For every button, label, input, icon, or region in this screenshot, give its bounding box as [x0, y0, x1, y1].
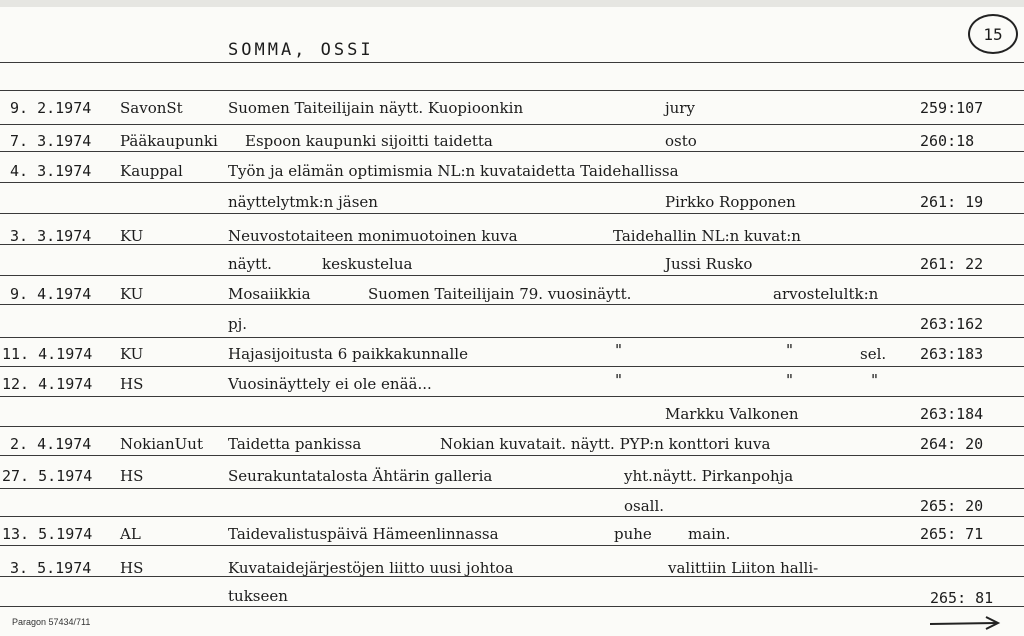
- entry-continuation: näytt.: [228, 255, 272, 273]
- entry-note: yht.näytt. Pirkanpohja: [624, 467, 794, 485]
- entry-source: AL: [120, 525, 141, 543]
- entry-author: Markku Valkonen: [665, 405, 799, 423]
- entry-description: Suomen Taiteilijain näytt. Kuopioonkin: [228, 99, 524, 117]
- ditto-mark: ": [785, 371, 795, 389]
- entry-note: Pirkko Ropponen: [665, 193, 796, 211]
- entry-date: 3. 5.1974: [10, 559, 92, 577]
- entry-reference: 261: 22: [920, 255, 984, 273]
- rule-line: [0, 182, 1024, 183]
- entry-source: NokianUut: [120, 435, 203, 453]
- entry-source: Kauppal: [120, 162, 183, 180]
- entry-date: 2. 4.1974: [10, 435, 92, 453]
- entry-reference: 263:184: [920, 405, 984, 423]
- entry-description: Neuvostotaiteen monimuotoinen kuva: [228, 227, 518, 245]
- entry-source: KU: [120, 285, 144, 303]
- entry-description-2: puhe: [614, 525, 652, 543]
- entry-continuation: osall.: [624, 497, 665, 515]
- entry-date: 13. 5.1974: [2, 525, 93, 543]
- rule-line: [0, 213, 1024, 214]
- entry-description: Seurakuntatalosta Ähtärin galleria: [228, 467, 493, 485]
- entry-continuation-2: keskustelua: [322, 255, 413, 273]
- entry-description: Mosaiikkia: [228, 285, 311, 303]
- entry-date: 11. 4.1974: [2, 345, 93, 363]
- entry-reference: 259:107: [920, 99, 984, 117]
- top-edge: [0, 0, 1024, 7]
- entry-source: HS: [120, 467, 144, 485]
- page-number: 15: [983, 24, 1003, 44]
- rule-line: [0, 366, 1024, 367]
- rule-line: [0, 337, 1024, 338]
- footer-print-code: Paragon 57434/711: [12, 617, 91, 627]
- rule-line: [0, 606, 1024, 607]
- rule-line: [0, 275, 1024, 276]
- entry-reference: 260:18: [920, 132, 975, 150]
- entry-reference: 265: 81: [930, 589, 994, 607]
- entry-date: 9. 2.1974: [10, 99, 92, 117]
- arrow-right-icon: [928, 614, 1004, 632]
- entry-reference: 264: 20: [920, 435, 984, 453]
- ditto-mark: ": [614, 341, 624, 359]
- entry-description: Taidetta pankissa: [228, 435, 362, 453]
- rule-line: [0, 516, 1024, 517]
- entry-source: HS: [120, 375, 144, 393]
- entry-note: valittiin Liiton halli-: [668, 559, 819, 577]
- rule-line: [0, 455, 1024, 456]
- page-number-circle: [968, 14, 1018, 54]
- entry-continuation: näyttelytmk:n jäsen: [228, 193, 378, 211]
- entry-date: 7. 3.1974: [10, 132, 92, 150]
- entry-description: Kuvataidejärjestöjen liitto uusi johtoa: [228, 559, 514, 577]
- rule-line: [0, 151, 1024, 152]
- ditto-mark: ": [614, 371, 624, 389]
- entry-source: SavonSt: [120, 99, 183, 117]
- entry-note: osto: [665, 132, 697, 150]
- entry-date: 27. 5.1974: [2, 467, 93, 485]
- rule-line: [0, 426, 1024, 427]
- entry-source: KU: [120, 227, 144, 245]
- entry-description: Työn ja elämän optimismia NL:n kuvataidetta Taidehallissa: [228, 162, 679, 180]
- rule-line: [0, 488, 1024, 489]
- entry-note: Taidehallin NL:n kuvat:n: [613, 227, 801, 245]
- entry-note: main.: [688, 525, 731, 543]
- entry-date: 9. 4.1974: [10, 285, 92, 303]
- entry-description-2: Suomen Taiteilijain 79. vuosinäytt.: [368, 285, 632, 303]
- entry-reference: 265: 71: [920, 525, 984, 543]
- entry-description: Hajasijoitusta 6 paikkakunnalle: [228, 345, 468, 363]
- entry-continuation: tukseen: [228, 587, 288, 605]
- entry-source: HS: [120, 559, 144, 577]
- entry-note: arvostelultk:n: [773, 285, 879, 303]
- entry-date: 4. 3.1974: [10, 162, 92, 180]
- entry-date: 3. 3.1974: [10, 227, 92, 245]
- rule-line: [0, 124, 1024, 125]
- rule-line: [0, 62, 1024, 63]
- rule-line: [0, 545, 1024, 546]
- entry-author: Jussi Rusko: [665, 255, 753, 273]
- entry-date: 12. 4.1974: [2, 375, 93, 393]
- page-title: SOMMA, OSSI: [228, 40, 374, 60]
- ditto-mark: ": [870, 371, 880, 389]
- entry-description-2: Nokian kuvatait. näytt. PYP:n konttori kuva: [440, 435, 771, 453]
- entry-source: KU: [120, 345, 144, 363]
- entry-reference: 261: 19: [920, 193, 984, 211]
- entry-continuation: pj.: [228, 315, 248, 333]
- ditto-mark: ": [785, 341, 795, 359]
- entry-source: Pääkaupunki: [120, 132, 218, 150]
- entry-note: sel.: [860, 345, 887, 363]
- entry-reference: 263:162: [920, 315, 984, 333]
- entry-reference: 263:183: [920, 345, 984, 363]
- entry-description: Vuosinäyttely ei ole enää...: [228, 375, 432, 393]
- entry-reference: 265: 20: [920, 497, 984, 515]
- rule-line: [0, 90, 1024, 91]
- entry-description: Taidevalistuspäivä Hämeenlinnassa: [228, 525, 499, 543]
- entry-note: jury: [665, 99, 695, 117]
- rule-line: [0, 304, 1024, 305]
- rule-line: [0, 396, 1024, 397]
- entry-description: Espoon kaupunki sijoitti taidetta: [245, 132, 493, 150]
